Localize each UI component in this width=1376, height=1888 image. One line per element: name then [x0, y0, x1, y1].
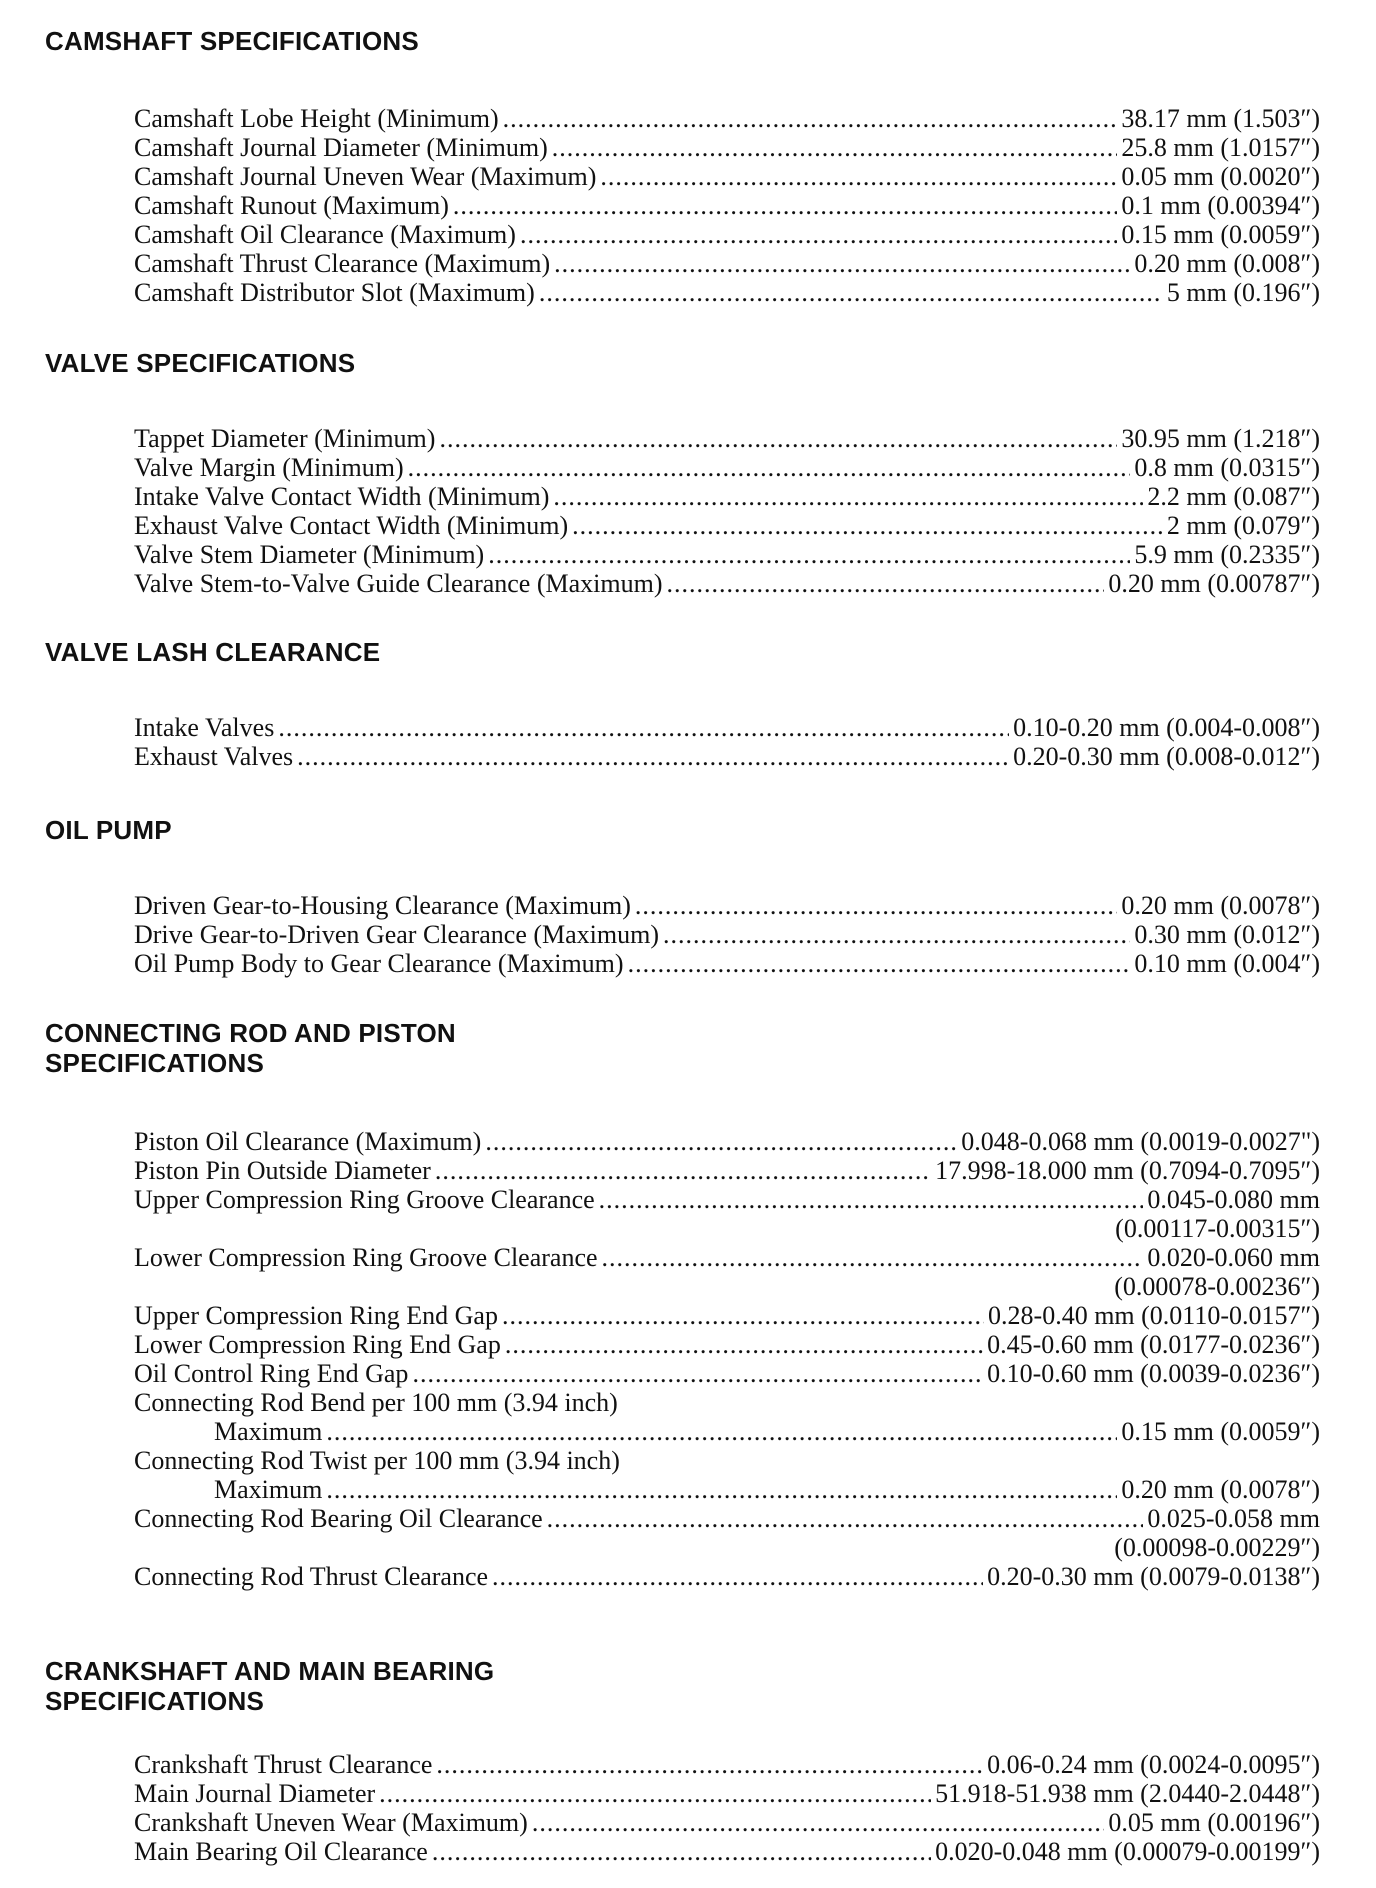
spec-row: [134, 162, 1320, 191]
spec-value: 0.45-0.60 mm (0.0177-0.0236″): [987, 1330, 1320, 1359]
spec-value: 0.20 mm (0.0078″): [1121, 1475, 1320, 1504]
spec-row: [134, 278, 1320, 307]
spec-row: [134, 1475, 1320, 1504]
spec-row: [134, 511, 1320, 540]
leader-dots: [432, 1837, 931, 1866]
leader-dots: [453, 191, 1118, 220]
section-title-oil-pump: OIL PUMP: [45, 815, 172, 845]
spec-value: 0.15 mm (0.0059″): [1121, 220, 1320, 249]
spec-row: [134, 540, 1320, 569]
spec-value: 0.30 mm (0.012″): [1134, 920, 1320, 949]
leader-dots: [326, 1475, 1117, 1504]
spec-value: 0.020-0.060 mm: [1147, 1243, 1320, 1272]
spec-label: Piston Oil Clearance (Maximum): [134, 1127, 482, 1156]
spec-value: 0.06-0.24 mm (0.0024-0.0095″): [987, 1750, 1320, 1779]
spec-value-continuation: (0.00078-0.00236″): [1114, 1272, 1320, 1301]
leader-dots: [505, 1330, 983, 1359]
spec-row: [134, 1837, 1320, 1866]
valve-spec-list: [134, 424, 1320, 598]
spec-row: [134, 482, 1320, 511]
spec-value: 0.05 mm (0.0020″): [1121, 162, 1320, 191]
spec-value: 0.045-0.080 mm: [1147, 1185, 1320, 1214]
leader-dots: [412, 1359, 983, 1388]
spec-row: [134, 1359, 1320, 1388]
spec-value: 0.025-0.058 mm: [1147, 1504, 1320, 1533]
spec-label: Tappet Diameter (Minimum): [134, 424, 436, 453]
leader-dots: [408, 453, 1131, 482]
leader-dots: [602, 1243, 1144, 1272]
leader-dots: [520, 220, 1117, 249]
spec-label: Driven Gear-to-Housing Clearance (Maximum): [134, 891, 631, 920]
spec-label: Oil Pump Body to Gear Clearance (Maximum): [134, 949, 624, 978]
spec-label: Upper Compression Ring Groove Clearance: [134, 1185, 595, 1214]
spec-label: Connecting Rod Thrust Clearance: [134, 1562, 489, 1591]
spec-label: Lower Compression Ring End Gap: [134, 1330, 501, 1359]
spec-row: [134, 742, 1320, 771]
spec-label: Crankshaft Uneven Wear (Maximum): [134, 1808, 528, 1837]
spec-value: 0.10-0.60 mm (0.0039-0.0236″): [987, 1359, 1320, 1388]
spec-subheading: [134, 1446, 1320, 1475]
spec-heading-label: Connecting Rod Bend per 100 mm (3.94 inch): [134, 1388, 618, 1417]
spec-label: Camshaft Journal Diameter (Minimum): [134, 133, 548, 162]
spec-row: [134, 920, 1320, 949]
spec-row: [134, 949, 1320, 978]
spec-row: [134, 1562, 1320, 1591]
spec-label: Maximum: [214, 1475, 323, 1504]
spec-value: 0.05 mm (0.00196″): [1108, 1808, 1320, 1837]
section-title-valve-lash: VALVE LASH CLEARANCE: [45, 637, 381, 667]
spec-subheading: [134, 1388, 1320, 1417]
camshaft-spec-list: [134, 104, 1320, 307]
leader-dots: [553, 482, 1143, 511]
spec-label: Upper Compression Ring End Gap: [134, 1301, 498, 1330]
leader-dots: [439, 424, 1117, 453]
spec-value: 0.20-0.30 mm (0.0079-0.0138″): [987, 1562, 1320, 1591]
spec-label: Camshaft Runout (Maximum): [134, 191, 449, 220]
spec-label: Valve Stem Diameter (Minimum): [134, 540, 485, 569]
spec-label: Intake Valve Contact Width (Minimum): [134, 482, 550, 511]
spec-value: 2 mm (0.079″): [1166, 511, 1320, 540]
spec-label: Valve Margin (Minimum): [134, 453, 404, 482]
spec-heading-label: Connecting Rod Twist per 100 mm (3.94 inch): [134, 1446, 620, 1475]
leader-dots: [663, 920, 1130, 949]
leader-dots: [436, 1750, 983, 1779]
leader-dots: [572, 511, 1163, 540]
spec-value: 0.020-0.048 mm (0.00079-0.00199″): [935, 1837, 1320, 1866]
leader-dots: [539, 278, 1163, 307]
spec-label: Valve Stem-to-Valve Guide Clearance (Maximum): [134, 569, 663, 598]
spec-row: [134, 891, 1320, 920]
spec-row: [134, 569, 1320, 598]
leader-dots: [502, 1301, 984, 1330]
spec-label: Main Bearing Oil Clearance: [134, 1837, 428, 1866]
leader-dots: [635, 891, 1117, 920]
spec-row: [134, 220, 1320, 249]
leader-dots: [547, 1504, 1144, 1533]
leader-dots: [532, 1808, 1105, 1837]
leader-dots: [667, 569, 1105, 598]
spec-row: [134, 1301, 1320, 1330]
spec-row: [134, 713, 1320, 742]
spec-row: [134, 1750, 1320, 1779]
spec-value: 0.20-0.30 mm (0.008-0.012″): [1013, 742, 1320, 771]
leader-dots: [503, 104, 1118, 133]
valve-lash-list: [134, 713, 1320, 771]
spec-value: 0.20 mm (0.0078″): [1121, 891, 1320, 920]
spec-value: 0.15 mm (0.0059″): [1121, 1417, 1320, 1446]
spec-value: 30.95 mm (1.218″): [1121, 424, 1320, 453]
leader-dots: [599, 1185, 1144, 1214]
spec-label: Oil Control Ring End Gap: [134, 1359, 409, 1388]
leader-dots: [492, 1562, 983, 1591]
spec-label: Camshaft Lobe Height (Minimum): [134, 104, 499, 133]
spec-label: Exhaust Valves: [134, 742, 294, 771]
leader-dots: [435, 1156, 931, 1185]
spec-value-continuation: (0.00117-0.00315″): [1115, 1214, 1320, 1243]
spec-row: [134, 1156, 1320, 1185]
spec-row: [134, 424, 1320, 453]
spec-value: 5.9 mm (0.2335″): [1134, 540, 1320, 569]
spec-row: [134, 1808, 1320, 1837]
spec-label: Piston Pin Outside Diameter: [134, 1156, 431, 1185]
spec-row: [134, 1243, 1320, 1272]
spec-value: 0.8 mm (0.0315″): [1134, 453, 1320, 482]
spec-label: Drive Gear-to-Driven Gear Clearance (Maximum): [134, 920, 660, 949]
spec-row: [134, 133, 1320, 162]
spec-value-continuation: (0.00098-0.00229″): [1114, 1533, 1320, 1562]
spec-value: 0.10-0.20 mm (0.004-0.008″): [1013, 713, 1320, 742]
spec-value: 5 mm (0.196″): [1166, 278, 1320, 307]
spec-row: [134, 1185, 1320, 1214]
spec-label: Camshaft Oil Clearance (Maximum): [134, 220, 516, 249]
leader-dots: [326, 1417, 1117, 1446]
section-title-line: SPECIFICATIONS: [45, 1048, 265, 1078]
spec-row: [134, 249, 1320, 278]
spec-value: 0.20 mm (0.008″): [1134, 249, 1320, 278]
section-title-connecting-rod: [45, 1018, 456, 1078]
spec-label: Crankshaft Thrust Clearance: [134, 1750, 433, 1779]
section-title-crankshaft: [45, 1656, 494, 1716]
crankshaft-spec-list: [134, 1750, 1320, 1866]
spec-row: [134, 104, 1320, 133]
section-title-line: CONNECTING ROD AND PISTON: [45, 1018, 456, 1048]
spec-value: 25.8 mm (1.0157″): [1121, 133, 1320, 162]
spec-label: Lower Compression Ring Groove Clearance: [134, 1243, 598, 1272]
spec-value: 2.2 mm (0.087″): [1147, 482, 1320, 511]
leader-dots: [485, 1127, 957, 1156]
leader-dots: [297, 742, 1009, 771]
spec-row: [134, 453, 1320, 482]
spec-label: Main Journal Diameter: [134, 1779, 376, 1808]
spec-label: Connecting Rod Bearing Oil Clearance: [134, 1504, 543, 1533]
spec-value: 17.998-18.000 mm (0.7094-0.7095″): [935, 1156, 1320, 1185]
leader-dots: [278, 713, 1009, 742]
spec-value: 0.20 mm (0.00787″): [1108, 569, 1320, 598]
leader-dots: [379, 1779, 931, 1808]
spec-row: [134, 1417, 1320, 1446]
section-title-line: SPECIFICATIONS: [45, 1686, 265, 1716]
section-title-camshaft: CAMSHAFT SPECIFICATIONS: [45, 26, 419, 56]
spec-row: [134, 1330, 1320, 1359]
leader-dots: [488, 540, 1130, 569]
spec-row: [134, 1504, 1320, 1533]
spec-label: Camshaft Thrust Clearance (Maximum): [134, 249, 551, 278]
spec-label: Camshaft Distributor Slot (Maximum): [134, 278, 535, 307]
section-title-line: CRANKSHAFT AND MAIN BEARING: [45, 1656, 495, 1686]
connecting-rod-list: [134, 1127, 1320, 1591]
section-title-valve: VALVE SPECIFICATIONS: [45, 348, 356, 378]
spec-value: 38.17 mm (1.503″): [1121, 104, 1320, 133]
oil-pump-list: [134, 891, 1320, 978]
leader-dots: [554, 249, 1130, 278]
spec-row: [134, 1779, 1320, 1808]
spec-value: 0.10 mm (0.004″): [1134, 949, 1320, 978]
spec-value: 0.1 mm (0.00394″): [1121, 191, 1320, 220]
spec-row: [134, 191, 1320, 220]
spec-label: Exhaust Valve Contact Width (Minimum): [134, 511, 569, 540]
leader-dots: [600, 162, 1117, 191]
spec-row: [134, 1127, 1320, 1156]
spec-label: Intake Valves: [134, 713, 275, 742]
spec-label: Camshaft Journal Uneven Wear (Maximum): [134, 162, 597, 191]
spec-value: 0.048-0.068 mm (0.0019-0.0027"): [961, 1127, 1320, 1156]
leader-dots: [552, 133, 1118, 162]
leader-dots: [628, 949, 1131, 978]
spec-value: 0.28-0.40 mm (0.0110-0.0157″): [988, 1301, 1320, 1330]
spec-label: Maximum: [214, 1417, 323, 1446]
spec-value: 51.918-51.938 mm (2.0440-2.0448″): [935, 1779, 1320, 1808]
